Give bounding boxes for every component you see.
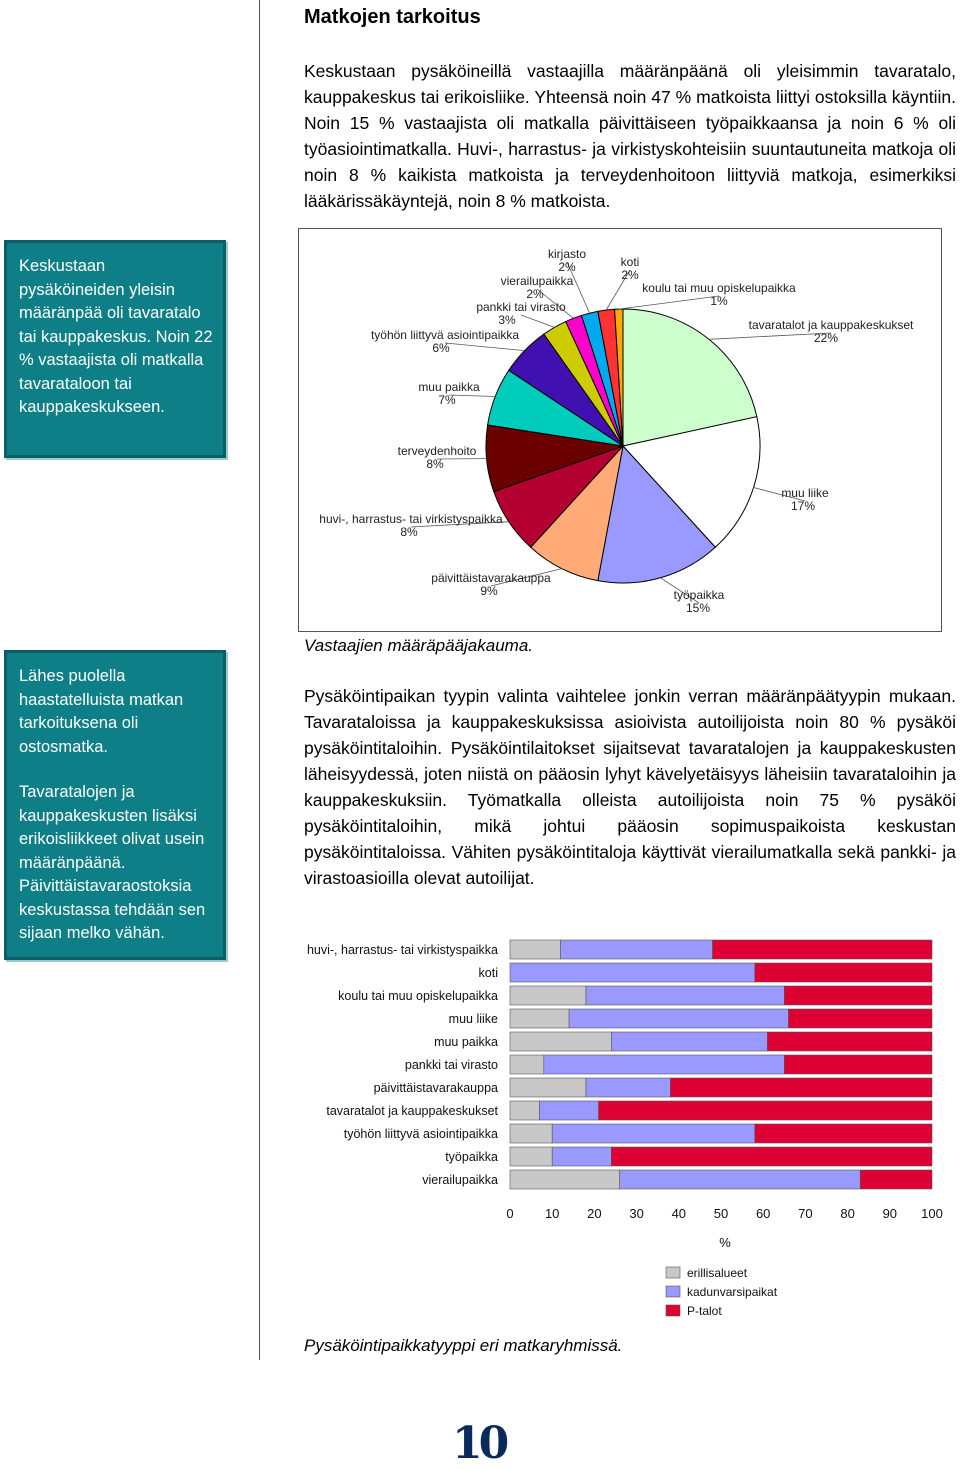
bar-segment bbox=[510, 1101, 540, 1120]
bar-segment bbox=[755, 1124, 932, 1143]
pie-leader-line bbox=[445, 343, 525, 351]
bar-category-label: koti bbox=[479, 966, 498, 980]
bar-category-label: päivittäistavarakauppa bbox=[374, 1081, 498, 1095]
bar-segment bbox=[510, 1032, 611, 1051]
pie-slice-label: työhön liittyvä asiointipaikka bbox=[371, 328, 519, 342]
pie-slice-percent: 9% bbox=[480, 584, 498, 598]
x-tick-label: 40 bbox=[672, 1206, 686, 1221]
x-tick-label: 30 bbox=[629, 1206, 643, 1221]
sidebox-destination bbox=[4, 240, 226, 458]
bar-segment bbox=[510, 1009, 569, 1028]
sidebox-destination-text: Keskustaan pysäköineiden yleisin määränpää oli tavaratalo tai kauppakeskus. Noin 22 % vastaajista oli matkalla tavarataloon tai kauppakeskukseen. bbox=[19, 255, 213, 420]
legend-swatch bbox=[666, 1267, 680, 1278]
bar-segment bbox=[670, 1078, 932, 1097]
legend-swatch bbox=[666, 1305, 680, 1316]
pie-leader-line bbox=[521, 315, 555, 327]
bar-category-label: koulu tai muu opiskelupaikka bbox=[338, 989, 498, 1003]
pie-slice-label: kirjasto bbox=[548, 247, 586, 261]
pie-slice-label: muu liike bbox=[781, 486, 829, 500]
pie-slice-label: koti bbox=[621, 255, 640, 269]
bar-category-label: huvi-, harrastus- tai virkistyspaikka bbox=[307, 943, 498, 957]
x-tick-label: 50 bbox=[714, 1206, 728, 1221]
bar-segment bbox=[599, 1101, 932, 1120]
bar-segment bbox=[510, 963, 755, 982]
pie-slice-label: koulu tai muu opiskelupaikka bbox=[642, 281, 796, 295]
pie-slice-label: tavaratalot ja kauppakeskukset bbox=[749, 318, 914, 332]
bar-category-label: muu paikka bbox=[434, 1035, 498, 1049]
x-tick-label: 90 bbox=[883, 1206, 897, 1221]
legend-label: P-talot bbox=[687, 1304, 722, 1318]
bar-chart-frame bbox=[296, 918, 946, 1338]
x-tick-label: 10 bbox=[545, 1206, 559, 1221]
bar-category-label: muu liike bbox=[449, 1012, 498, 1026]
bar-segment bbox=[510, 986, 586, 1005]
pie-slice-percent: 3% bbox=[498, 313, 516, 327]
x-axis-label: % bbox=[719, 1235, 731, 1250]
stacked-bar-chart bbox=[296, 918, 946, 1338]
pie-slice-percent: 7% bbox=[438, 393, 456, 407]
pie-slice-percent: 1% bbox=[710, 294, 728, 308]
pie-slice-label: työpaikka bbox=[674, 588, 725, 602]
bar-segment bbox=[510, 1147, 552, 1166]
x-tick-label: 0 bbox=[506, 1206, 513, 1221]
legend-label: erillisalueet bbox=[687, 1266, 748, 1280]
bar-segment bbox=[860, 1170, 932, 1189]
bar-category-label: työhön liittyvä asiointipaikka bbox=[344, 1127, 498, 1141]
bar-segment bbox=[510, 940, 561, 959]
bar-segment bbox=[510, 1078, 586, 1097]
bar-category-label: tavaratalot ja kauppakeskukset bbox=[326, 1104, 498, 1118]
pie-slice-label: pankki tai virasto bbox=[476, 300, 566, 314]
bar-segment bbox=[552, 1147, 611, 1166]
pie-chart-frame bbox=[298, 228, 942, 632]
bar-segment bbox=[611, 1147, 932, 1166]
column-divider bbox=[259, 0, 260, 1360]
body-paragraph: Pysäköintipaikan tyypin valinta vaihtelee jonkin verran määränpäätyypin mukaan. Tavarataloissa ja kauppakeskuksissa asioivista autoilijoista noin 80 % pysäköi pysäköintitaloihin. Pysäköintilaitokset sijaitsevat tavaratalojen ja kauppakeskusten läheisyydessä, joten niistä on pääosin lyhyt kävelyetäisyys läheisiin tavarataloihin ja kauppakeskuksiin. Työmatkalla olleista autoilijoista noin 75 % pysäköi pysäköintitaloihin, mikä johtui pääosin sopimuspaikoista keskustan pysäköintitaloissa. Vähiten pysäköintitaloja käyttivät vierailumatkalla sekä pankki- ja virastoasioilla olevat autoilijat. bbox=[304, 683, 956, 891]
pie-slice-percent: 2% bbox=[621, 268, 639, 282]
pie-slice-percent: 2% bbox=[526, 287, 544, 301]
bar-segment bbox=[544, 1055, 785, 1074]
sidebox-shopping bbox=[4, 650, 226, 960]
pie-slice-label: muu paikka bbox=[418, 380, 480, 394]
bar-segment bbox=[586, 986, 784, 1005]
sidebox-shopping-text-2: Tavaratalojen ja kauppakeskusten lisäksi erikoisliikkeet olivat usein määränpäänä. Päivittäistavaraostoksia keskustassa tehdään sen sijaan melko vähän. bbox=[19, 781, 213, 946]
pie-slice-percent: 8% bbox=[400, 525, 418, 539]
bar-segment bbox=[755, 963, 932, 982]
pie-leader-line bbox=[449, 395, 495, 397]
page-title: Matkojen tarkoitus bbox=[304, 6, 481, 29]
pie-slice-label: huvi-, harrastus- tai virkistyspaikka bbox=[319, 512, 503, 526]
pie-chart bbox=[299, 229, 941, 631]
bar-category-label: työpaikka bbox=[445, 1150, 498, 1164]
pie-slice-percent: 2% bbox=[558, 260, 576, 274]
x-tick-label: 70 bbox=[798, 1206, 812, 1221]
pie-leader-line bbox=[709, 333, 831, 339]
pie-slice-percent: 22% bbox=[814, 331, 838, 345]
pie-slice-percent: 17% bbox=[791, 499, 815, 513]
legend-label: kadunvarsipaikat bbox=[687, 1285, 778, 1299]
x-tick-label: 60 bbox=[756, 1206, 770, 1221]
bar-segment bbox=[540, 1101, 599, 1120]
x-tick-label: 80 bbox=[840, 1206, 854, 1221]
pie-caption: Vastaajien määräpääjakauma. bbox=[304, 636, 533, 656]
bar-caption: Pysäköintipaikkatyyppi eri matkaryhmissä. bbox=[304, 1336, 622, 1356]
pie-slice-percent: 6% bbox=[432, 341, 450, 355]
bar-segment bbox=[510, 1170, 620, 1189]
pie-slice-percent: 8% bbox=[426, 457, 444, 471]
pie-slice-percent: 15% bbox=[686, 601, 710, 615]
bar-segment bbox=[784, 986, 932, 1005]
page-number: 10 bbox=[452, 1418, 505, 1469]
bar-segment bbox=[767, 1032, 932, 1051]
x-tick-label: 100 bbox=[921, 1206, 943, 1221]
pie-slice-label: vierailupaikka bbox=[501, 274, 574, 288]
bar-segment bbox=[784, 1055, 932, 1074]
bar-category-label: vierailupaikka bbox=[422, 1173, 498, 1187]
pie-slice-label: päivittäistavarakauppa bbox=[431, 571, 551, 585]
bar-segment bbox=[789, 1009, 933, 1028]
bar-segment bbox=[586, 1078, 670, 1097]
x-tick-label: 20 bbox=[587, 1206, 601, 1221]
bar-segment bbox=[620, 1170, 861, 1189]
legend-swatch bbox=[666, 1286, 680, 1297]
pie-leader-line bbox=[619, 296, 719, 309]
bar-category-label: pankki tai virasto bbox=[405, 1058, 498, 1072]
bar-segment bbox=[569, 1009, 788, 1028]
pie-slice-label: terveydenhoito bbox=[398, 444, 477, 458]
bar-segment bbox=[552, 1124, 755, 1143]
bar-segment bbox=[510, 1124, 552, 1143]
bar-segment bbox=[561, 940, 713, 959]
bar-segment bbox=[611, 1032, 767, 1051]
intro-paragraph: Keskustaan pysäköineillä vastaajilla määränpäänä oli yleisimmin tavaratalo, kauppakeskus tai erikoisliike. Yhteensä noin 47 % matkoista liittyi ostoksilla käyntiin. Noin 15 % vastaajista oli matkalla päivittäiseen työpaikkaansa ja noin 6 % oli työasiointimatkalla. Huvi-, harrastus- ja virkistyskohteisiin suuntautuneita matkoja oli noin 8 % kaikista matkoista ja terveydenhoitoon liittyviä matkoja, esimerkiksi lääkärissäkäyntejä, noin 8 % matkoista. bbox=[304, 58, 956, 214]
bar-segment bbox=[713, 940, 932, 959]
bar-segment bbox=[510, 1055, 544, 1074]
sidebox-shopping-text-1: Lähes puolella haastatelluista matkan tarkoituksena oli ostosmatka. bbox=[19, 665, 213, 759]
